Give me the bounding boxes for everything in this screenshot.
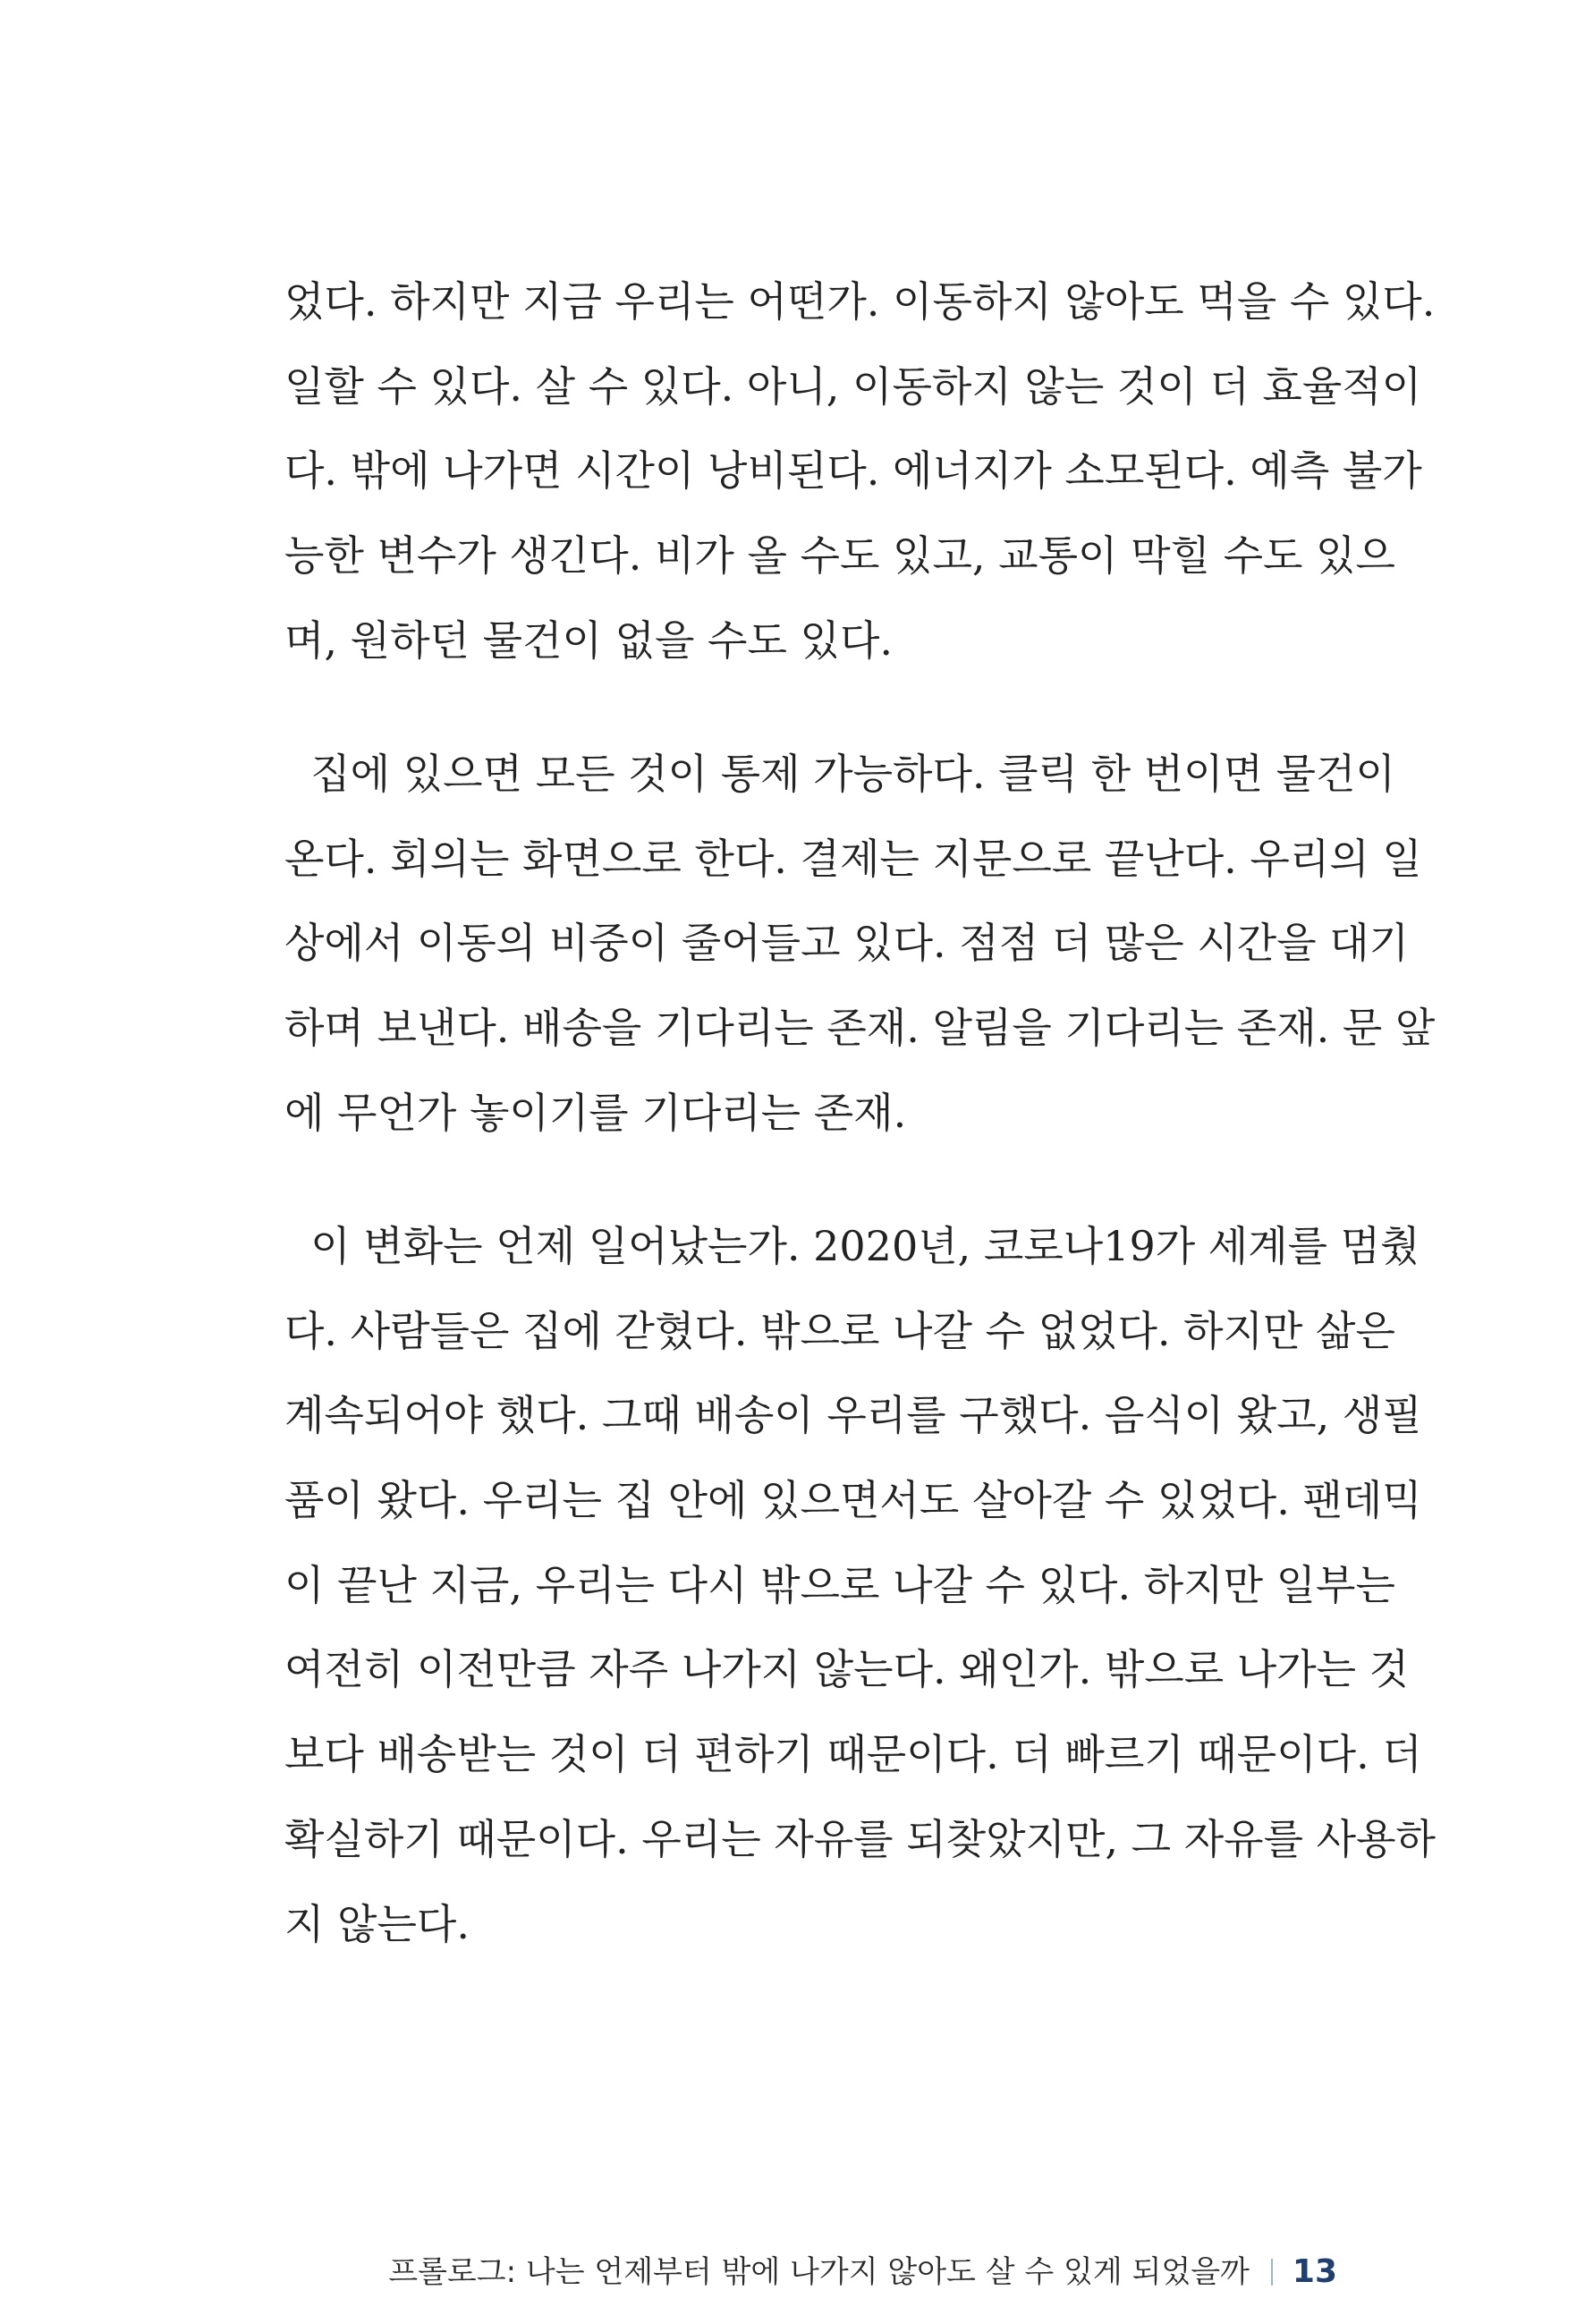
paragraph-1 bbox=[284, 259, 1436, 683]
text-line: 지 않는다. bbox=[284, 1899, 470, 1948]
text-line: 확실하기 때문이다. 우리는 자유를 되찾았지만, 그 자유를 사용하 bbox=[284, 1814, 1436, 1863]
text-line: 었다. 하지만 지금 우리는 어떤가. 이동하지 않아도 먹을 수 있다. bbox=[284, 277, 1436, 326]
paragraph-2 bbox=[284, 732, 1436, 1155]
text-line: 계속되어야 했다. 그때 배송이 우리를 구했다. 음식이 왔고, 생필 bbox=[284, 1391, 1422, 1440]
text-line: 며, 원하던 물건이 없을 수도 있다. bbox=[284, 615, 894, 665]
text-line: 에 무언가 놓이기를 기다리는 존재. bbox=[284, 1088, 907, 1137]
text-line: 이 변화는 언제 일어났는가. 2020년, 코로나19가 세계를 멈췄 bbox=[284, 1222, 1420, 1270]
text-line: 집에 있으면 모든 것이 통제 가능하다. 클릭 한 번이면 물건이 bbox=[284, 750, 1395, 798]
text-line: 여전히 이전만큼 자주 나가지 않는다. 왜인가. 밖으로 나가는 것 bbox=[284, 1645, 1410, 1694]
text-line: 능한 변수가 생긴다. 비가 올 수도 있고, 교통이 막힐 수도 있으 bbox=[284, 531, 1395, 581]
text-line: 다. 밖에 나가면 시간이 낭비된다. 에너지가 소모된다. 예측 불가 bbox=[284, 446, 1422, 496]
footer-separator bbox=[1271, 2259, 1273, 2286]
paragraph-3 bbox=[284, 1204, 1436, 1966]
text-line: 일할 수 있다. 살 수 있다. 아니, 이동하지 않는 것이 더 효율적이 bbox=[284, 361, 1422, 411]
page-number: 13 bbox=[1292, 2253, 1337, 2290]
running-title: 프롤로그: 나는 언제부터 밖에 나가지 않아도 살 수 있게 되었을까 bbox=[388, 2254, 1250, 2290]
text-line: 다. 사람들은 집에 갇혔다. 밖으로 나갈 수 없었다. 하지만 삶은 bbox=[284, 1306, 1395, 1355]
text-line: 이 끝난 지금, 우리는 다시 밖으로 나갈 수 있다. 하지만 일부는 bbox=[284, 1560, 1395, 1609]
text-line: 하며 보낸다. 배송을 기다리는 존재. 알림을 기다리는 존재. 문 앞 bbox=[284, 1004, 1436, 1053]
text-line: 온다. 회의는 화면으로 한다. 결제는 지문으로 끝난다. 우리의 일 bbox=[284, 834, 1422, 883]
page-footer bbox=[388, 2252, 1337, 2292]
text-line: 보다 배송받는 것이 더 편하기 때문이다. 더 빠르기 때문이다. 더 bbox=[284, 1730, 1422, 1779]
text-line: 품이 왔다. 우리는 집 안에 있으면서도 살아갈 수 있었다. 팬데믹 bbox=[284, 1476, 1422, 1525]
text-line: 상에서 이동의 비중이 줄어들고 있다. 점점 더 많은 시간을 대기 bbox=[284, 919, 1410, 968]
